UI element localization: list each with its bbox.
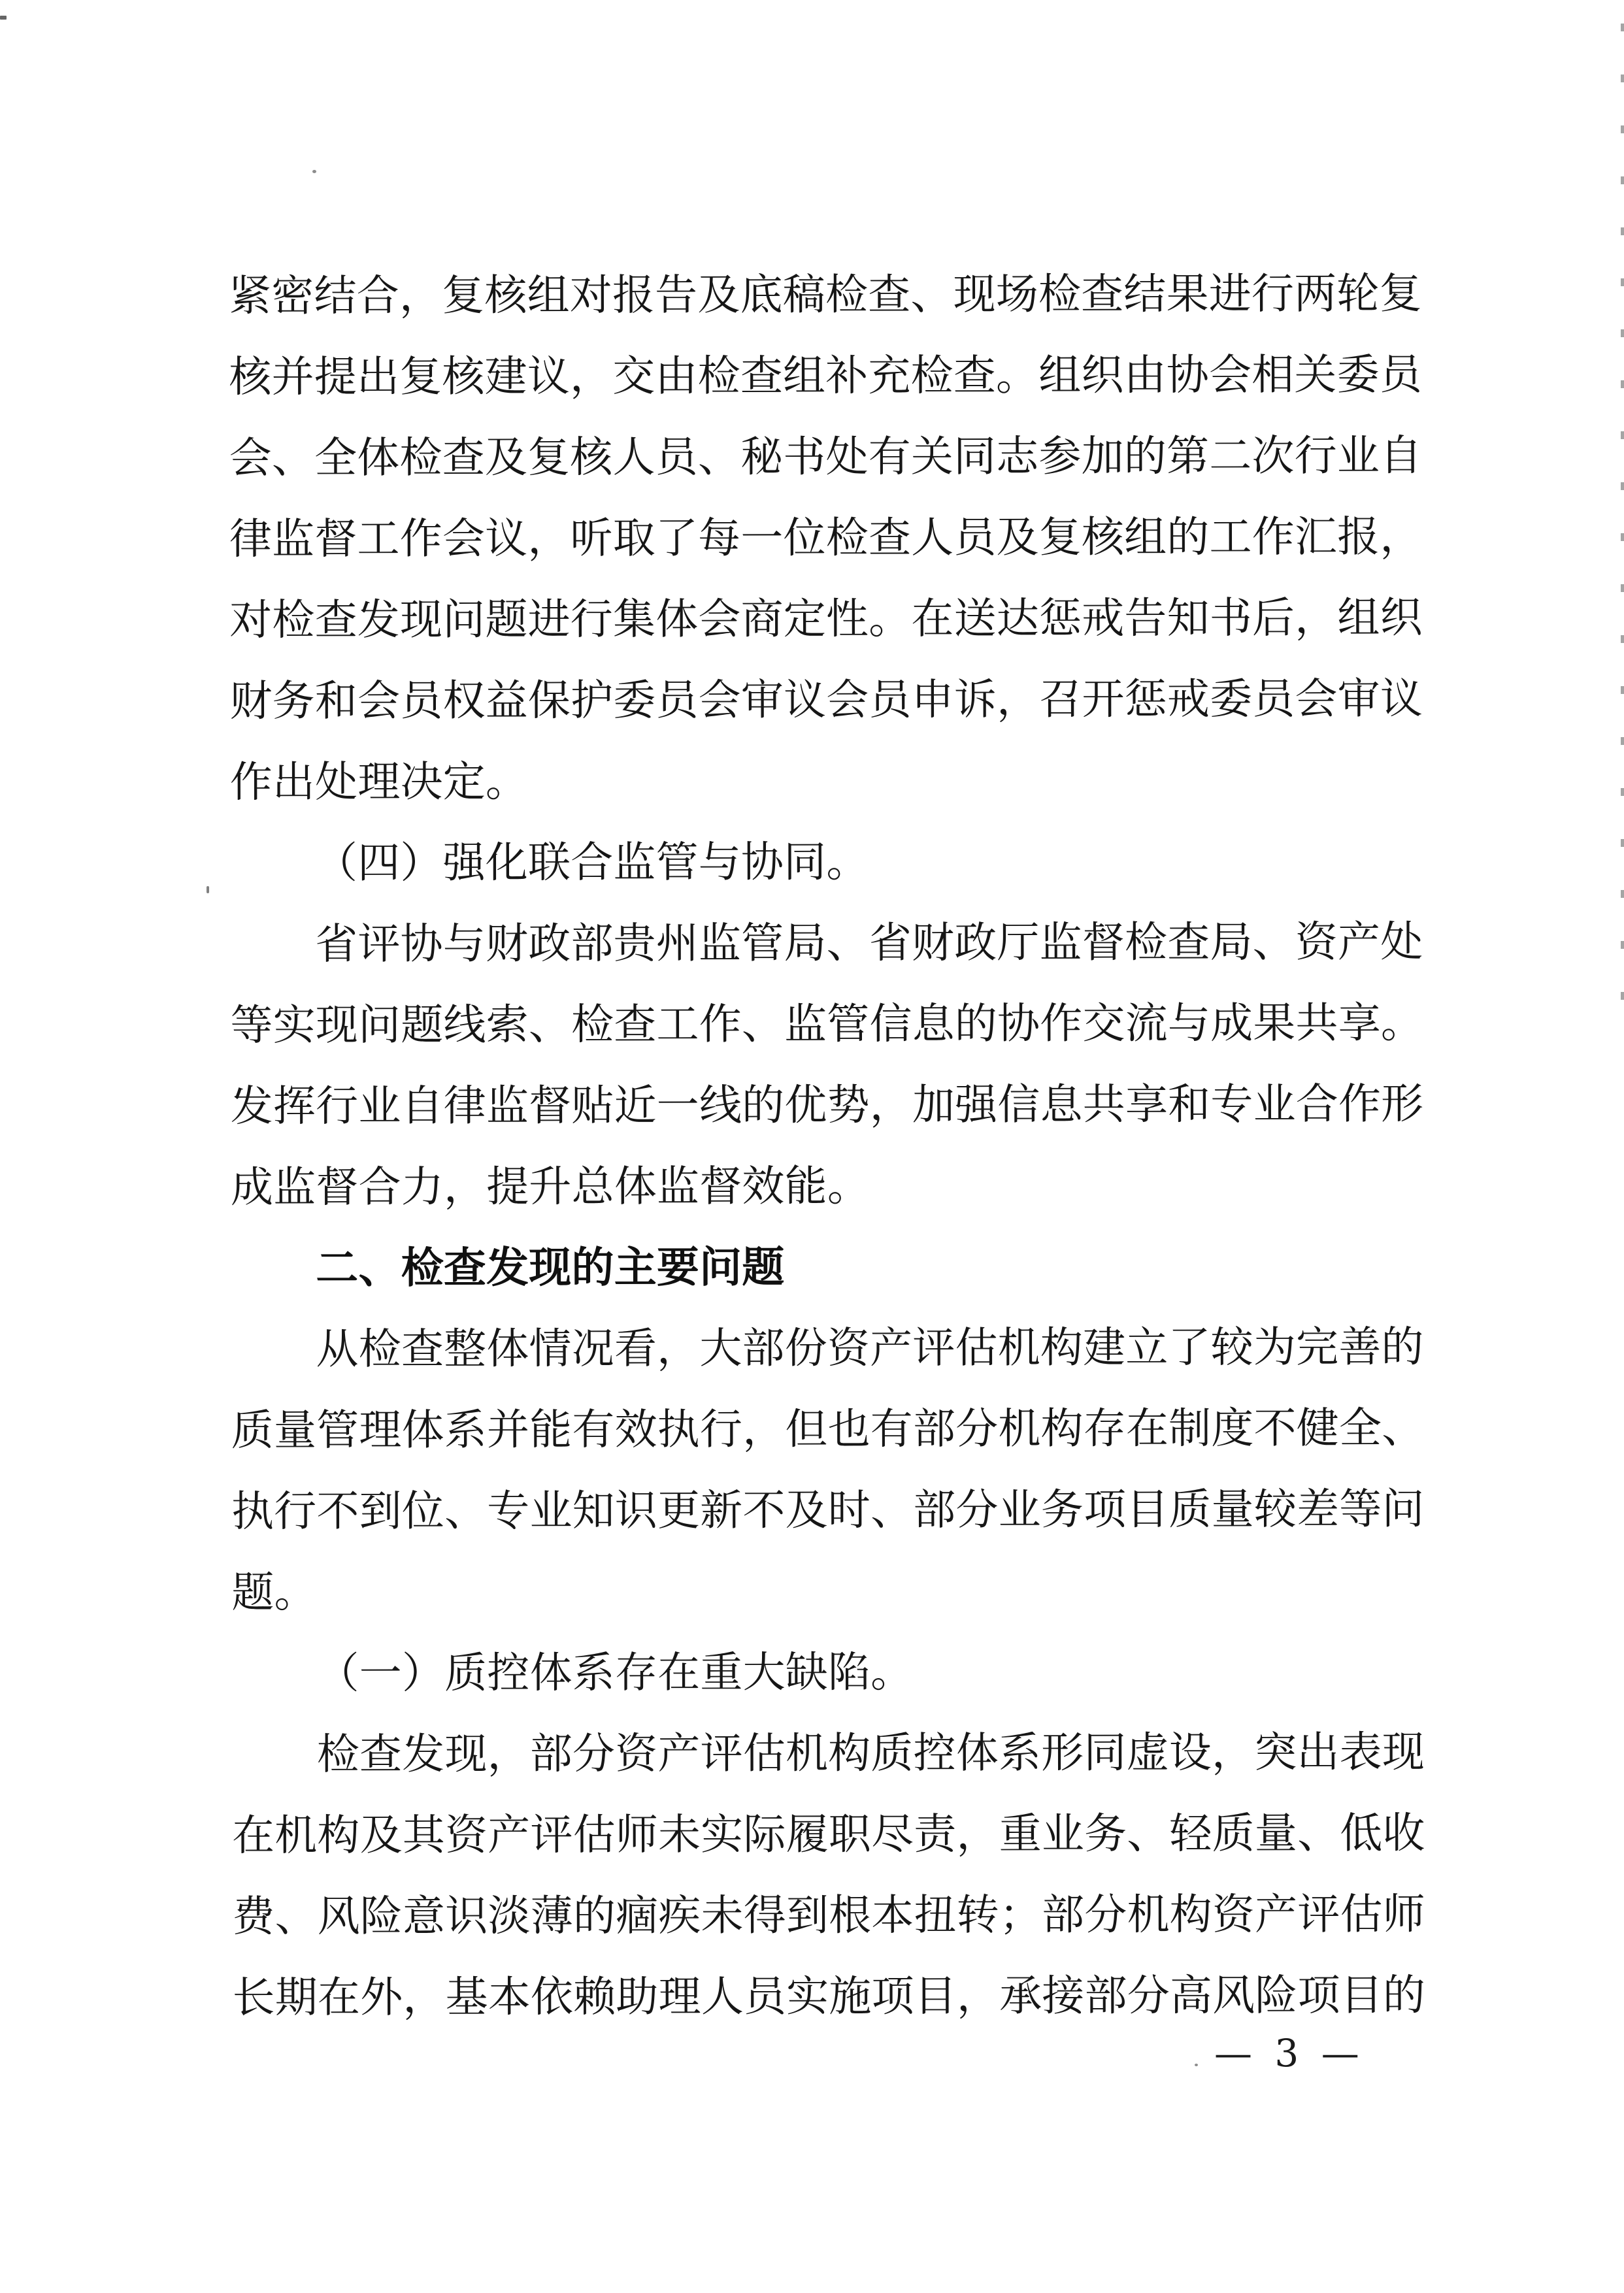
page-number: — 3 — [1214,2031,1365,2075]
body-line: 长期在外，基本依赖助理人员实施项目，承接部分高风险项目的 [232,1971,1426,2022]
body-line: 等实现问题线索、检查工作、监管信息的协作交流与成果共享。 [230,998,1424,1050]
body-line: 会、全体检查及复核人员、秘书处有关同志参加的第二次行业自 [229,431,1423,483]
scan-edge-marks [1621,24,1624,1004]
body-line: 紧密结合，复核组对报告及底稿检查、现场检查结果进行两轮复 [229,269,1422,321]
body-line: 财务和会员权益保护委员会审议会员申诉，召开惩戒委员会审议 [229,674,1423,726]
body-line: 作出处理决定。 [229,757,529,807]
body-line: 发挥行业自律监督贴近一线的优势，加强信息共享和专业合作形 [230,1080,1424,1131]
body-line: 对检查发现问题进行集体会商定性。在送达惩戒告知书后，组织 [229,593,1423,645]
subsection-heading: （一）质控体系存在重大缺陷。 [316,1647,914,1698]
subsection-heading: （四）强化联合监管与协同。 [314,837,869,888]
scan-speck [0,16,7,20]
body-line: 在机构及其资产评估师未实际履职尽责，重业务、轻质量、低收 [231,1809,1425,1860]
body-line: 核并提出复核建议，交由检查组补充检查。组织由协会相关委员 [229,350,1423,402]
body-line: 费、风险意识淡薄的痼疾未得到根本扭转；部分机构资产评估师 [232,1890,1426,1941]
body-text [229,254,1425,2039]
scan-speck [1195,2064,1198,2066]
section-heading: 二、检查发现的主要问题 [316,1243,785,1293]
body-line: 执行不到位、专业知识更新不及时、部分业务项目质量较差等问 [231,1485,1425,1536]
body-line: 律监督工作会议，听取了每一位检查人员及复核组的工作汇报， [229,512,1423,564]
body-line: 检查发现，部分资产评估机构质控体系形同虚设，突出表现 [316,1728,1425,1779]
scan-speck [207,886,209,893]
body-line: 从检查整体情况看，大部份资产评估机构建立了较为完善的 [316,1323,1424,1374]
body-line: 质量管理体系并能有效执行，但也有部分机构存在制度不健全、 [231,1404,1425,1455]
scan-speck [312,170,316,173]
body-line: 成监督合力，提升总体监督效能。 [230,1161,870,1212]
body-line: 省评协与财政部贵州监管局、省财政厅监督检查局、资产处 [315,917,1423,969]
body-line: 题。 [231,1568,317,1617]
